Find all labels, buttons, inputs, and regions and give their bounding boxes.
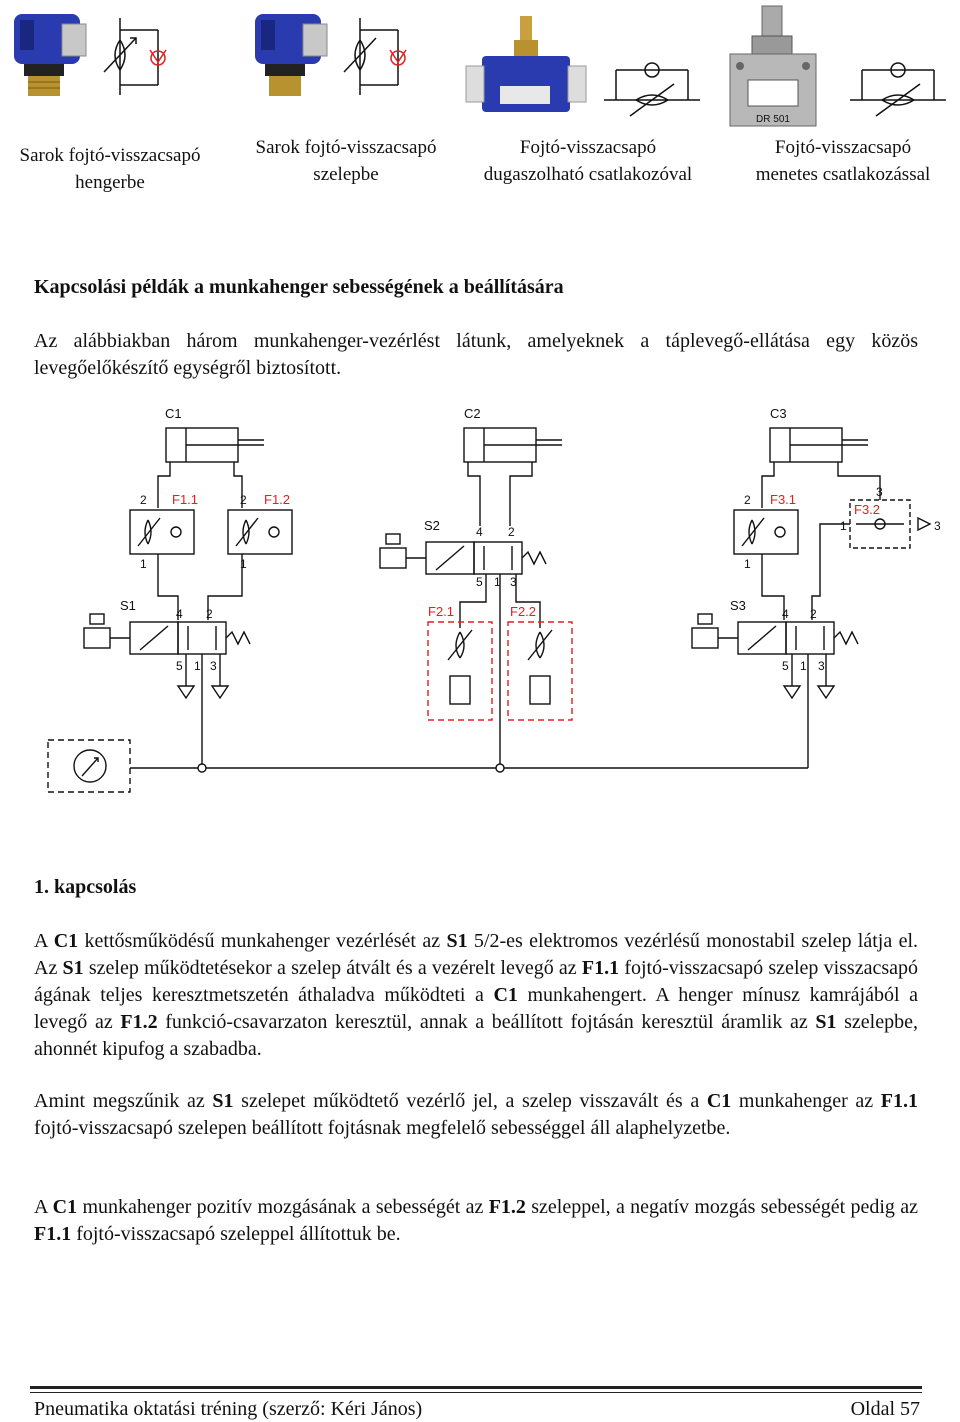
product-caption-4: Fojtó-visszacsapó menetes csatlakozással (755, 137, 931, 185)
svg-text:2: 2 (508, 525, 515, 539)
svg-text:1: 1 (840, 519, 847, 533)
svg-text:3: 3 (510, 575, 517, 589)
product-images (0, 0, 960, 135)
svg-text:2: 2 (206, 607, 213, 621)
cylinder-c2 (464, 428, 562, 462)
product-label-dr: DR 501 (756, 114, 790, 125)
svg-text:1: 1 (494, 575, 501, 589)
cylinder-c3 (770, 428, 868, 462)
valve-s3 (692, 614, 858, 654)
product-photo-2 (255, 14, 327, 96)
throttle-valve-f2-2 (508, 622, 572, 720)
svg-text:3: 3 (876, 485, 883, 499)
throttle-valve-f1-1 (130, 510, 194, 554)
svg-text:3: 3 (934, 519, 941, 533)
product-caption-3: Fojtó-visszacsapó dugaszolható csatlakozóval (483, 137, 693, 185)
svg-text:2: 2 (240, 493, 247, 507)
throttle-valve-f3-1 (734, 510, 798, 554)
footer-rule-thin (30, 1392, 922, 1393)
throttle-check-symbol-3 (604, 63, 700, 116)
cylinder-label-c3: C3 (770, 406, 787, 421)
valve-s1 (84, 614, 250, 654)
valve-label-s2: S2 (424, 518, 440, 533)
footer-rule-thick (30, 1386, 922, 1389)
cylinder-label-c2: C2 (464, 406, 481, 421)
product-photo-1 (14, 14, 86, 96)
svg-text:2: 2 (744, 493, 751, 507)
svg-text:4: 4 (782, 607, 789, 621)
label-f3-1: F3.1 (770, 492, 797, 507)
svg-text:2: 2 (810, 607, 817, 621)
throttle-check-symbol-2 (344, 18, 406, 95)
cylinder-label-c1: C1 (165, 406, 182, 421)
circuit-1-title: 1. kapcsolás (34, 876, 137, 898)
circuit-1-paragraph-2: Amint megszűnik az S1 szelepet működtető vezérlő jel, a szelep visszavált és a C1 munkahenger az F1.1 fojtó-visszacsapó szelepen beállított fojtásnak megfelelő sebességgel áll alaphelyzetbe. (34, 1090, 918, 1139)
svg-text:4: 4 (176, 607, 183, 621)
cylinder-c1 (166, 428, 264, 462)
pneumatic-circuit-diagram (0, 396, 960, 796)
valve-label-s3: S3 (730, 598, 746, 613)
throttle-check-symbol-4 (850, 63, 946, 116)
throttle-check-symbol-1 (104, 18, 166, 95)
intro-paragraph: Az alábbiakban három munkahenger-vezérlést látunk, amelyeknek a táplevegő-ellátása egy közös levegőelőkészítő egységről biztosított. (34, 330, 918, 379)
label-f1-1: F1.1 (172, 492, 199, 507)
svg-text:5: 5 (176, 659, 183, 673)
section-title: Kapcsolási példák a munkahenger sebességének a beállítására (34, 276, 564, 298)
svg-text:1: 1 (194, 659, 201, 673)
product-photo-4 (730, 6, 816, 126)
valve-s2 (380, 534, 546, 574)
svg-text:1: 1 (140, 557, 147, 571)
throttle-valve-f2-1 (428, 622, 492, 720)
svg-text:2: 2 (140, 493, 147, 507)
svg-text:4: 4 (476, 525, 483, 539)
label-f1-2: F1.2 (264, 492, 291, 507)
circuit-1-paragraph-3: A C1 munkahenger pozitív mozgásának a sebességét az F1.2 szeleppel, a negatív mozgás sebességét pedig az F1.1 fojtó-visszacsapó szeleppel állítottuk be. (34, 1196, 919, 1245)
label-f3-2: F3.2 (854, 502, 881, 517)
svg-text:5: 5 (476, 575, 483, 589)
footer-title: Pneumatika oktatási tréning (szerző: Kéri János) (34, 1398, 423, 1420)
label-f2-1: F2.1 (428, 604, 455, 619)
svg-text:3: 3 (818, 659, 825, 673)
throttle-valve-f1-2 (228, 510, 292, 554)
product-photo-3 (466, 16, 586, 112)
product-caption-2: Sarok fojtó-visszacsapó szelepbe (255, 137, 437, 185)
valve-label-s1: S1 (120, 598, 136, 613)
page-number: Oldal 57 (850, 1398, 920, 1420)
air-service-unit (48, 740, 130, 792)
svg-text:1: 1 (240, 557, 247, 571)
circuit-1-paragraph-1: A C1 kettősműködésű munkahenger vezérlését az S1 5/2-es elektromos vezérlésű monostabil szelep látja el. Az S1 szelep működtetésekor a szelep átvált és a vezérelt levegő az F1.1 fojtó-visszacsapó szelep visszacsapó ágának teljes keresztmetszetén áthaladva működteti a C1 munkahengert. A henger mínusz kamrájából a levegő az F1.2 funkció-csavarzaton keresztül, annak a beállított fojtásán keresztül áramlik az S1 szelepbe, ahonnét kipufog a szabadba. (34, 930, 919, 1060)
label-f2-2: F2.2 (510, 604, 537, 619)
svg-text:1: 1 (800, 659, 807, 673)
product-caption-1: Sarok fojtó-visszacsapó hengerbe (19, 145, 201, 193)
svg-text:3: 3 (210, 659, 217, 673)
svg-text:1: 1 (744, 557, 751, 571)
svg-text:5: 5 (782, 659, 789, 673)
